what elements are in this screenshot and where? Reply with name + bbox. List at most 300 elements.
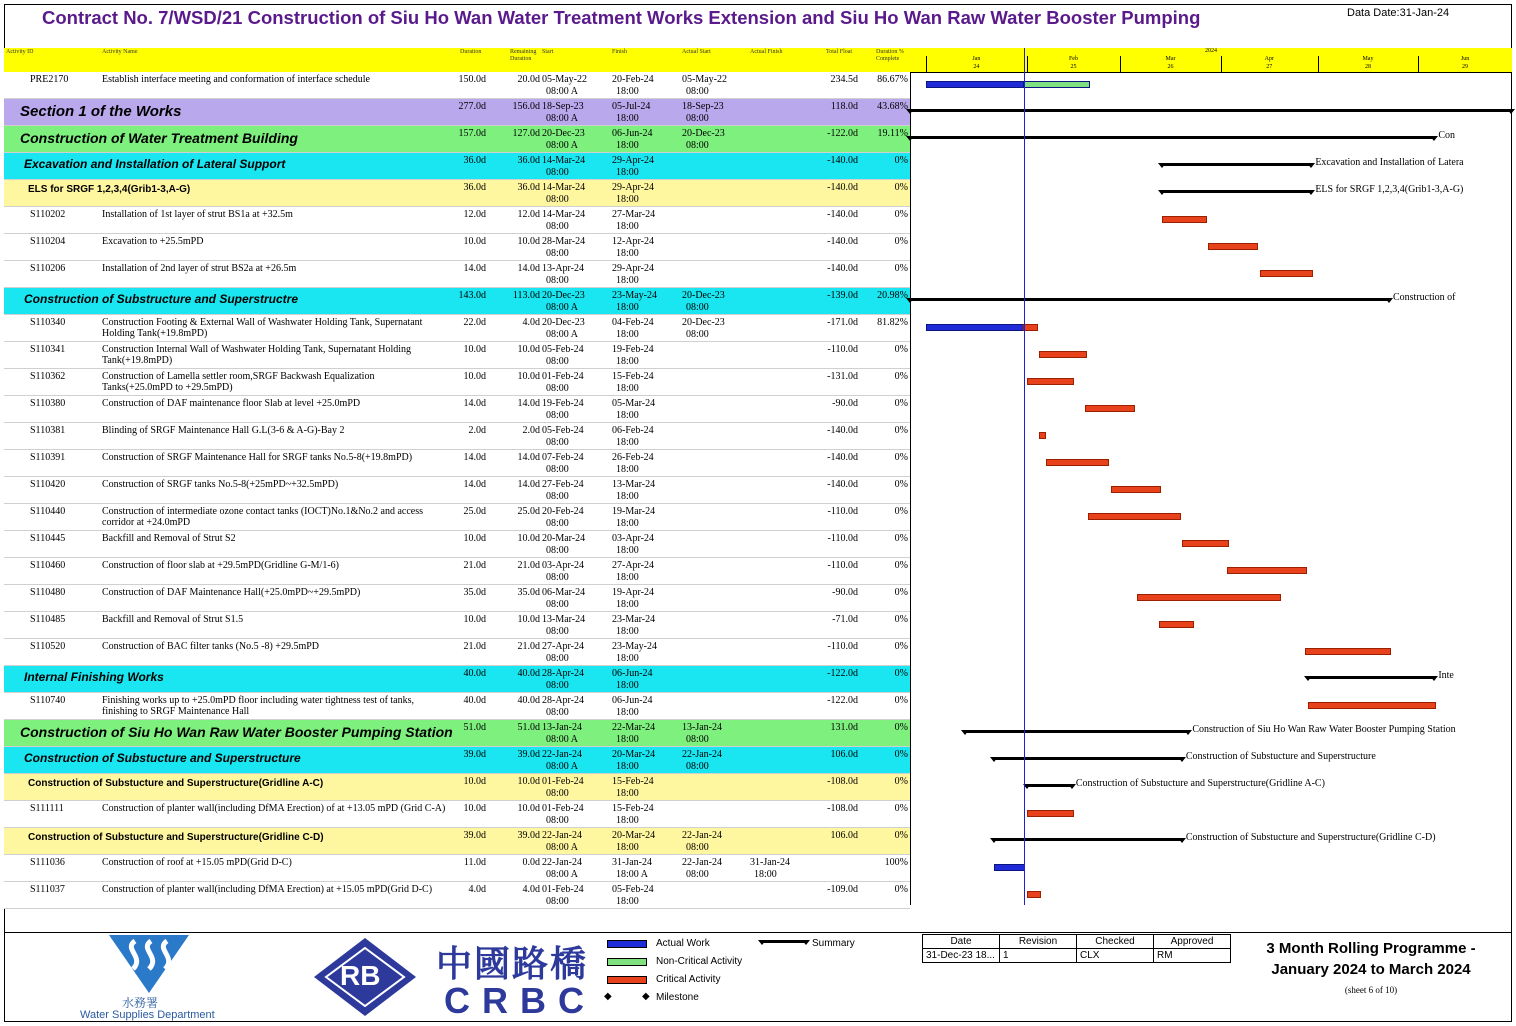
start-cell: 28-Apr-24	[542, 695, 585, 706]
actual-start-cell: 22-Jan-24	[682, 830, 722, 841]
total-float-cell: -110.0d	[827, 344, 858, 355]
table-row[interactable]	[4, 261, 910, 288]
finish-cell: 29-Apr-24	[612, 182, 655, 193]
finish-cell: 12-Apr-24	[612, 236, 655, 247]
percent-complete-cell: 0%	[894, 209, 908, 220]
percent-complete-cell: 0%	[894, 587, 908, 598]
percent-complete-cell: 100%	[884, 857, 908, 868]
start-cell: 05-May-22	[542, 74, 587, 85]
duration-cell: 11.0d	[463, 857, 486, 868]
start-cell: 01-Feb-24	[542, 884, 584, 895]
finish-cell: 06-Jun-24	[612, 695, 653, 706]
timeline-week: 25	[1070, 64, 1077, 70]
group-row[interactable]	[4, 828, 910, 855]
start-cell: 20-Dec-23	[542, 128, 585, 139]
percent-complete-cell: 0%	[894, 830, 908, 841]
percent-complete-cell: 0%	[894, 722, 908, 733]
finish-cell: 31-Jan-24	[612, 857, 652, 868]
group-title: Section 1 of the Works	[20, 103, 182, 120]
rev-approved: RM	[1154, 949, 1231, 963]
start-cell-time: 08:00	[546, 653, 569, 664]
duration-cell: 10.0d	[463, 371, 486, 382]
finish-cell-time: 18:00	[616, 707, 639, 718]
critical-activity-bar[interactable]	[1182, 540, 1229, 547]
remaining-cell: 10.0d	[517, 344, 540, 355]
critical-activity-bar[interactable]	[1088, 513, 1181, 520]
rev-checked: CLX	[1077, 949, 1154, 963]
table-row[interactable]	[4, 531, 910, 558]
legend-summary-swatch	[762, 940, 806, 943]
duration-cell: 10.0d	[463, 776, 486, 787]
remaining-cell: 40.0d	[517, 668, 540, 679]
total-float-cell: -140.0d	[827, 155, 858, 166]
critical-activity-bar[interactable]	[1039, 351, 1086, 358]
legend-actual-swatch	[607, 940, 647, 948]
finish-cell-time: 18:00	[616, 626, 639, 637]
duration-cell: 40.0d	[463, 695, 486, 706]
start-cell-time: 08:00	[546, 707, 569, 718]
duration-cell: 14.0d	[463, 398, 486, 409]
critical-activity-bar[interactable]	[1137, 594, 1281, 601]
remaining-cell: 10.0d	[517, 236, 540, 247]
critical-activity-bar[interactable]	[1027, 891, 1042, 898]
duration-cell: 39.0d	[463, 830, 486, 841]
finish-cell-time: 18:00	[616, 437, 639, 448]
table-row[interactable]	[4, 315, 910, 342]
critical-activity-bar[interactable]	[1039, 432, 1046, 439]
start-cell: 07-Feb-24	[542, 452, 584, 463]
actual-activity-bar[interactable]	[926, 324, 1025, 331]
activity-name-cell: Backfill and Removal of Strut S1.5	[102, 614, 244, 625]
critical-activity-bar[interactable]	[1046, 459, 1109, 466]
table-row[interactable]	[4, 342, 910, 369]
summary-bar[interactable]	[1162, 163, 1311, 166]
remaining-cell: 39.0d	[517, 830, 540, 841]
finish-cell-time: 18:00	[616, 302, 639, 313]
finish-cell-time: 18:00	[616, 842, 639, 853]
remaining-cell: 21.0d	[517, 560, 540, 571]
footer-divider	[4, 932, 1512, 933]
duration-cell: 21.0d	[463, 560, 486, 571]
duration-cell: 36.0d	[463, 155, 486, 166]
group-row[interactable]	[4, 126, 910, 153]
table-row[interactable]	[4, 450, 910, 477]
timeline-week: 27	[1266, 64, 1273, 70]
finish-cell-time: 18:00	[616, 221, 639, 232]
table-row[interactable]	[4, 801, 910, 828]
start-cell: 14-Mar-24	[542, 155, 586, 166]
activity-name-cell: Construction Footing & External Wall of Washwater Holding Tank, Supernatant Holding Tank(+19.8mPD)	[102, 317, 423, 339]
table-row[interactable]	[4, 504, 910, 531]
start-cell-time: 08:00	[546, 572, 569, 583]
table-row[interactable]	[4, 234, 910, 261]
critical-activity-bar[interactable]	[1305, 648, 1391, 655]
critical-activity-bar[interactable]	[1162, 216, 1206, 223]
group-row[interactable]	[4, 180, 910, 207]
start-cell: 18-Sep-23	[542, 101, 584, 112]
start-cell-time: 08:00	[546, 275, 569, 286]
start-cell-time: 08:00	[546, 464, 569, 475]
total-float-cell: -122.0d	[827, 128, 858, 139]
col-activity-name[interactable]: Activity Name	[102, 49, 138, 55]
activity-id-cell: S110391	[30, 452, 66, 463]
duration-cell: 14.0d	[463, 452, 486, 463]
percent-complete-cell: 0%	[894, 749, 908, 760]
start-cell-time: 08:00	[546, 248, 569, 259]
critical-activity-bar[interactable]	[1208, 243, 1259, 250]
table-row[interactable]	[4, 396, 910, 423]
start-cell-time: 08:00	[546, 896, 569, 907]
timeline-month-divider	[1318, 56, 1319, 72]
finish-cell: 23-May-24	[612, 641, 657, 652]
timeline-month: May	[1362, 56, 1374, 62]
table-row[interactable]	[4, 72, 910, 99]
percent-complete-cell: 0%	[894, 668, 908, 679]
group-title: Internal Finishing Works	[24, 670, 164, 684]
table-row[interactable]	[4, 612, 910, 639]
col-activity-id[interactable]: Activity ID	[6, 49, 34, 55]
col-percent-complete[interactable]: Duration % Complete	[876, 49, 904, 62]
legend-noncritical-swatch	[607, 958, 647, 966]
finish-cell-time: 18:00	[616, 599, 639, 610]
duration-cell: 35.0d	[463, 587, 486, 598]
table-header	[4, 48, 910, 73]
remaining-cell: 21.0d	[517, 641, 540, 652]
start-cell: 20-Mar-24	[542, 533, 586, 544]
summary-bar-label: Excavation and Installation of Latera	[1315, 157, 1464, 168]
summary-bar-label: Construction of Substucture and Superstructure	[1185, 751, 1376, 762]
remaining-cell: 39.0d	[517, 749, 540, 760]
group-row[interactable]	[4, 747, 910, 774]
start-cell-time: 08:00	[546, 545, 569, 556]
summary-bar[interactable]	[1027, 784, 1072, 787]
activity-name-cell: Construction of SRGF Maintenance Hall for SRGF tanks No.5-8(+19.8mPD)	[102, 452, 413, 463]
timeline-year: 2024	[1205, 48, 1217, 54]
start-cell: 22-Jan-24	[542, 749, 582, 760]
table-row[interactable]	[4, 477, 910, 504]
table-row[interactable]	[4, 882, 910, 909]
table-row[interactable]	[4, 558, 910, 585]
timeline-month: Jun	[1460, 56, 1470, 62]
start-cell: 14-Mar-24	[542, 182, 586, 193]
finish-cell: 06-Jun-24	[612, 128, 653, 139]
duration-cell: 14.0d	[463, 263, 486, 274]
activity-name-cell: Installation of 1st layer of strut BS1a at +32.5m	[102, 209, 293, 220]
total-float-cell: 118.0d	[830, 101, 858, 112]
remaining-cell: 10.0d	[517, 776, 540, 787]
group-title: Construction of Siu Ho Wan Raw Water Booster Pumping Station	[20, 724, 453, 740]
finish-cell-time: 18:00	[616, 194, 639, 205]
total-float-cell: 106.0d	[830, 749, 858, 760]
crbc-english-name: CRBC	[444, 980, 596, 1021]
timeline-month: Mar	[1165, 56, 1176, 62]
start-cell-time: 08:00	[546, 815, 569, 826]
legend-critical-label: Critical Activity	[656, 974, 721, 985]
summary-bar[interactable]	[994, 757, 1182, 760]
summary-bar-label: Con	[1438, 130, 1455, 141]
page-title: Contract No. 7/WSD/21 Construction of Siu Ho Wan Water Treatment Works Extension and Siu Ho Wan Raw Water Booster Pumping	[42, 7, 1201, 28]
summary-bar[interactable]	[910, 298, 1389, 301]
summary-bar-label: ELS for SRGF 1,2,3,4(Grib1-3,A-G)	[1315, 184, 1464, 195]
actual-activity-bar[interactable]	[926, 81, 1025, 88]
activity-name-cell: Construction of roof at +15.05 mPD(Grid D-C)	[102, 857, 292, 868]
activity-name-cell: Installation of 2nd layer of strut BS2a at +26.5m	[102, 263, 297, 274]
activity-id-cell: S110204	[30, 236, 66, 247]
finish-cell: 20-Mar-24	[612, 830, 656, 841]
critical-activity-bar[interactable]	[1260, 270, 1314, 277]
start-cell: 06-Mar-24	[542, 587, 586, 598]
activity-id-cell: S111036	[30, 857, 65, 868]
critical-activity-bar[interactable]	[1027, 378, 1074, 385]
actual-activity-bar[interactable]	[994, 864, 1025, 871]
timeline-week: 24	[973, 64, 980, 70]
col-finish[interactable]: Finish	[612, 49, 628, 55]
start-cell: 22-Jan-24	[542, 857, 582, 868]
duration-cell: 10.0d	[463, 803, 486, 814]
critical-activity-bar[interactable]	[1027, 810, 1074, 817]
total-float-cell: -110.0d	[827, 506, 858, 517]
start-cell-time: 08:00 A	[546, 302, 578, 313]
timeline-week: 28	[1364, 64, 1371, 70]
summary-bar[interactable]	[1308, 676, 1434, 679]
summary-bar[interactable]	[965, 730, 1188, 733]
finish-cell: 03-Apr-24	[612, 533, 655, 544]
total-float-cell: -122.0d	[827, 668, 858, 679]
timeline-week: 26	[1167, 64, 1174, 70]
duration-cell: 150.0d	[458, 74, 486, 85]
critical-activity-bar[interactable]	[1159, 621, 1193, 628]
actual-start-cell: 13-Jan-24	[682, 722, 722, 733]
remaining-cell: 4.0d	[522, 317, 540, 328]
finish-cell: 15-Feb-24	[612, 803, 654, 814]
start-cell: 01-Feb-24	[542, 371, 584, 382]
percent-complete-cell: 0%	[894, 452, 908, 463]
col-total-float[interactable]: Total Float	[826, 49, 853, 55]
activity-name-cell: Blinding of SRGF Maintenance Hall G.L(3-6 & A-G)-Bay 2	[102, 425, 345, 436]
group-row[interactable]	[4, 720, 910, 747]
group-title: Construction of Substucture and Superstructure(Gridline A-C)	[28, 778, 324, 789]
duration-cell: 40.0d	[463, 668, 486, 679]
activity-id-cell: S110480	[30, 587, 66, 598]
total-float-cell: -122.0d	[827, 695, 858, 706]
duration-cell: 2.0d	[468, 425, 486, 436]
activity-name-cell: Excavation to +25.5mPD	[102, 236, 204, 247]
start-cell: 28-Apr-24	[542, 668, 585, 679]
total-float-cell: 131.0d	[830, 722, 858, 733]
finish-cell: 23-May-24	[612, 290, 657, 301]
summary-bar-label: Inte	[1438, 670, 1454, 681]
activity-name-cell: Establish interface meeting and conformation of interface schedule	[102, 74, 370, 85]
start-cell-time: 08:00 A	[546, 86, 578, 97]
actual-start-cell: 20-Dec-23	[682, 290, 725, 301]
summary-bar[interactable]	[1162, 190, 1311, 193]
activity-id-cell: S110420	[30, 479, 66, 490]
summary-bar[interactable]	[910, 109, 1511, 112]
finish-cell: 19-Mar-24	[612, 506, 656, 517]
table-row[interactable]	[4, 207, 910, 234]
legend-critical-swatch	[607, 976, 647, 984]
start-cell-time: 08:00	[546, 491, 569, 502]
critical-activity-bar[interactable]	[1023, 324, 1038, 331]
actual-start-cell: 18-Sep-23	[682, 101, 724, 112]
start-cell: 13-Mar-24	[542, 614, 586, 625]
summary-bar[interactable]	[994, 838, 1182, 841]
start-cell-time: 08:00	[546, 518, 569, 529]
percent-complete-cell: 0%	[894, 371, 908, 382]
percent-complete-cell: 0%	[894, 506, 908, 517]
actual-start-cell: 22-Jan-24	[682, 857, 722, 868]
start-cell-time: 08:00	[546, 680, 569, 691]
start-cell-time: 08:00	[546, 788, 569, 799]
duration-cell: 157.0d	[458, 128, 486, 139]
timeline-month-divider	[1221, 56, 1222, 72]
rev-revision: 1	[1000, 949, 1077, 963]
activity-name-cell: Backfill and Removal of Strut S2	[102, 533, 236, 544]
finish-cell-time: 18:00	[616, 113, 639, 124]
total-float-cell: 106.0d	[830, 830, 858, 841]
programme-title	[1242, 938, 1500, 980]
critical-activity-bar[interactable]	[1085, 405, 1136, 412]
actual-start-cell-time: 08:00	[686, 761, 709, 772]
col-duration[interactable]: Duration	[460, 49, 482, 55]
timeline-month-divider	[926, 56, 927, 72]
duration-cell: 21.0d	[463, 641, 486, 652]
wsd-logo-icon	[105, 935, 193, 995]
group-row[interactable]	[4, 666, 910, 693]
activity-name-cell: Construction of planter wall(including DfMA Erection) of at +13.05 mPD (Grid C-A)	[102, 803, 446, 814]
actual-start-cell-time: 08:00	[686, 329, 709, 340]
noncritical-activity-bar[interactable]	[1023, 81, 1090, 88]
duration-cell: 10.0d	[463, 533, 486, 544]
activity-name-cell: Construction of BAC filter tanks (No.5 -8) +29.5mPD	[102, 641, 320, 652]
finish-cell: 27-Mar-24	[612, 209, 656, 220]
actual-start-cell-time: 08:00	[686, 734, 709, 745]
table-row[interactable]	[4, 639, 910, 666]
rev-header-revision: Revision	[1000, 935, 1077, 949]
remaining-cell: 51.0d	[517, 722, 540, 733]
total-float-cell: -140.0d	[827, 452, 858, 463]
total-float-cell: -140.0d	[827, 236, 858, 247]
table-row[interactable]	[4, 585, 910, 612]
summary-bar[interactable]	[910, 136, 1434, 139]
duration-cell: 14.0d	[463, 479, 486, 490]
col-remaining[interactable]: Remaining Duration	[510, 49, 537, 62]
activity-name-cell: Construction of Lamella settler room,SRGF Backwash Equalization Tanks(+25.0mPD to +29.5mPD)	[102, 371, 375, 393]
duration-cell: 12.0d	[463, 209, 486, 220]
start-cell-time: 08:00 A	[546, 329, 578, 340]
finish-cell-time: 18:00	[616, 761, 639, 772]
legend-actual-label: Actual Work	[656, 938, 710, 949]
finish-cell-time: 18:00	[616, 653, 639, 664]
group-row[interactable]	[4, 288, 910, 315]
activity-id-cell: S111111	[30, 803, 64, 814]
group-row[interactable]	[4, 153, 910, 180]
total-float-cell: -90.0d	[832, 587, 858, 598]
activity-name-cell: Construction of DAF maintenance floor Slab at level +25.0mPD	[102, 398, 361, 409]
activity-id-cell: S110460	[30, 560, 66, 571]
actual-start-cell: 22-Jan-24	[682, 749, 722, 760]
actual-finish-cell-time: 18:00	[754, 869, 777, 880]
group-title: Construction of Water Treatment Building	[20, 130, 298, 146]
activity-id-cell: S110202	[30, 209, 66, 220]
duration-cell: 36.0d	[463, 182, 486, 193]
remaining-cell: 10.0d	[517, 533, 540, 544]
critical-activity-bar[interactable]	[1227, 567, 1307, 574]
actual-start-cell-time: 08:00	[686, 86, 709, 97]
start-cell-time: 08:00 A	[546, 842, 578, 853]
duration-cell: 51.0d	[463, 722, 486, 733]
group-row[interactable]	[4, 774, 910, 801]
total-float-cell: -140.0d	[827, 425, 858, 436]
start-cell: 13-Jan-24	[542, 722, 582, 733]
table-row[interactable]	[4, 693, 910, 720]
table-row[interactable]	[4, 855, 910, 882]
total-float-cell: 234.5d	[830, 74, 858, 85]
start-cell-time: 08:00	[546, 356, 569, 367]
table-row[interactable]	[4, 369, 910, 396]
table-row[interactable]	[4, 423, 910, 450]
finish-cell: 15-Feb-24	[612, 371, 654, 382]
finish-cell: 23-Mar-24	[612, 614, 656, 625]
col-actual-finish[interactable]: Actual Finish	[750, 49, 783, 55]
activity-id-cell: S110485	[30, 614, 66, 625]
col-actual-start[interactable]: Actual Start	[682, 49, 711, 55]
duration-cell: 277.0d	[458, 101, 486, 112]
group-title: Excavation and Installation of Lateral Support	[24, 157, 286, 171]
duration-cell: 10.0d	[463, 344, 486, 355]
summary-bar-label: Construction of Substucture and Superstructure(Gridline C-D)	[1185, 832, 1436, 843]
finish-cell-time: 18:00	[616, 545, 639, 556]
start-cell-time: 08:00	[546, 437, 569, 448]
timeline-week: 29	[1462, 64, 1469, 70]
timeline-month: Apr	[1264, 56, 1274, 62]
rev-header-approved: Approved	[1154, 935, 1231, 949]
finish-cell-time: 18:00	[616, 734, 639, 745]
finish-cell-time: 18:00	[616, 788, 639, 799]
group-title: Construction of Substucture and Superstructure	[24, 751, 301, 765]
start-cell: 14-Mar-24	[542, 209, 586, 220]
programme-title-line2: January 2024 to March 2024	[1271, 961, 1471, 978]
activity-id-cell: S110520	[30, 641, 66, 652]
percent-complete-cell: 86.67%	[877, 74, 908, 85]
milestone-icon: ◆	[604, 991, 612, 1002]
critical-activity-bar[interactable]	[1111, 486, 1162, 493]
col-start[interactable]: Start	[542, 49, 554, 55]
timeline-month-divider	[1120, 56, 1121, 72]
finish-cell: 26-Feb-24	[612, 452, 654, 463]
actual-start-cell-time: 08:00	[686, 113, 709, 124]
percent-complete-cell: 0%	[894, 614, 908, 625]
group-row[interactable]	[4, 99, 910, 126]
actual-start-cell: 05-May-22	[682, 74, 727, 85]
legend-milestone-label: Milestone	[656, 992, 699, 1003]
finish-cell-time: 18:00	[616, 410, 639, 421]
start-cell-time: 08:00 A	[546, 734, 578, 745]
actual-start-cell: 20-Dec-23	[682, 128, 725, 139]
timeline-month-divider	[1027, 56, 1028, 72]
critical-activity-bar[interactable]	[1308, 702, 1436, 709]
start-cell-time: 08:00	[546, 626, 569, 637]
start-cell: 19-Feb-24	[542, 398, 584, 409]
start-cell: 05-Feb-24	[542, 344, 584, 355]
activity-name-cell: Construction of floor slab at +29.5mPD(Gridline G-M/1-6)	[102, 560, 339, 571]
percent-complete-cell: 19.11%	[877, 128, 908, 139]
group-title: Construction of Substucture and Superstructure(Gridline C-D)	[28, 832, 324, 843]
finish-cell-time: 18:00	[616, 167, 639, 178]
finish-cell: 19-Feb-24	[612, 344, 654, 355]
finish-cell-time: 18:00	[616, 329, 639, 340]
finish-cell: 05-Mar-24	[612, 398, 656, 409]
